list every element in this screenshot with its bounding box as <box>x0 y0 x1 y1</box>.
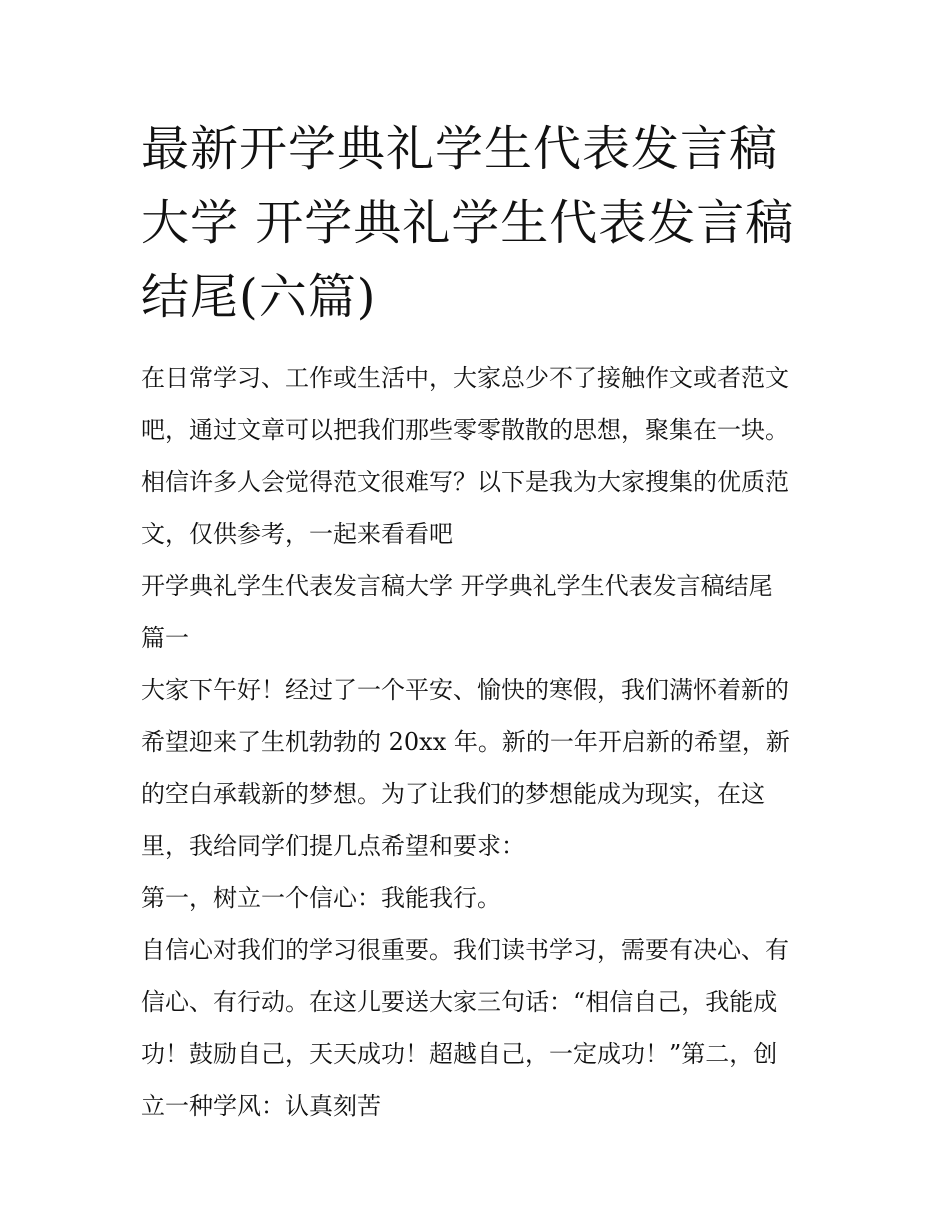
text-line: 立一种学风：认真刻苦 <box>141 1092 381 1120</box>
text-line: 文，仅供参考，一起来看看吧 <box>141 520 453 548</box>
speech-paragraph <box>141 924 831 1132</box>
title-line: 结尾(六篇) <box>141 269 377 325</box>
text-line: 信心、有行动。在这儿要送大家三句话：“相信自己，我能成 <box>141 988 778 1016</box>
title-line: 大学 开学典礼学生代表发言稿 <box>141 195 795 251</box>
text-line: 自信心对我们的学习很重要。我们读书学习，需要有决心、有 <box>141 936 789 964</box>
text-line: 功！鼓励自己，天天成功！超越自己，一定成功！”第二，创 <box>141 1040 778 1068</box>
text-line: 的空白承载新的梦想。为了让我们的梦想能成为现实，在这 <box>141 780 765 808</box>
text-line: 第一，树立一个信心：我能我行。 <box>141 884 501 912</box>
document-body <box>141 352 831 1132</box>
text-line: 希望迎来了生机勃勃的 20xx 年。新的一年开启新的希望，新 <box>141 728 790 756</box>
text-line: 在日常学习、工作或生活中，大家总少不了接触作文或者范文 <box>141 364 789 392</box>
text-line: 篇一 <box>141 624 189 652</box>
point-one <box>141 872 831 924</box>
section-heading <box>141 560 831 664</box>
speech-paragraph <box>141 664 831 872</box>
text-line: 大家下午好！经过了一个平安、愉快的寒假，我们满怀着新的 <box>141 676 789 704</box>
intro-paragraph <box>141 352 831 560</box>
text-line: 相信许多人会觉得范文很难写？以下是我为大家搜集的优质范 <box>141 468 789 496</box>
title-line: 最新开学典礼学生代表发言稿 <box>141 121 779 177</box>
text-line: 开学典礼学生代表发言稿大学 开学典礼学生代表发言稿结尾 <box>141 572 773 600</box>
text-line: 里，我给同学们提几点希望和要求： <box>141 832 525 860</box>
text-line: 吧，通过文章可以把我们那些零零散散的思想，聚集在一块。 <box>141 416 789 444</box>
document-title <box>141 112 821 334</box>
